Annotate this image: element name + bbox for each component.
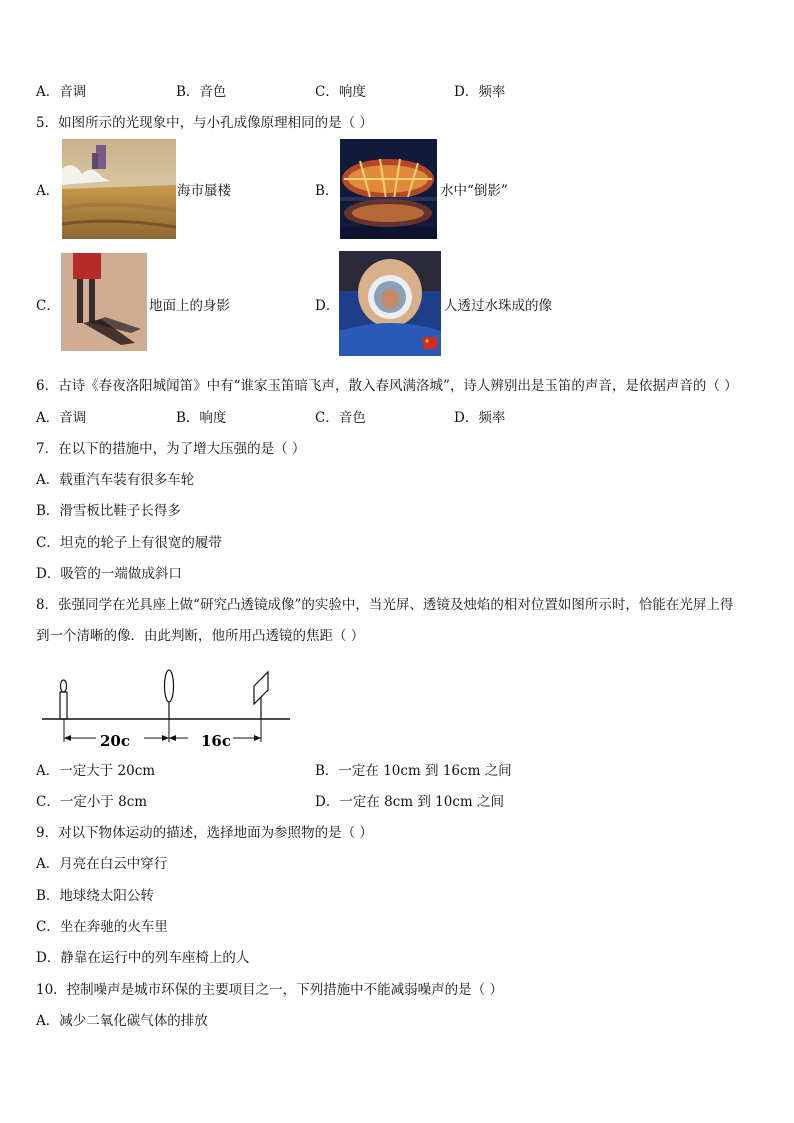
candle xyxy=(60,680,67,719)
left-distance-label: 20c xyxy=(100,732,131,750)
q9-option-d: D．静靠在运行中的列车座椅上的人 xyxy=(36,950,250,966)
mirage-photo xyxy=(62,139,176,239)
q5-option-c-caption: 地面上的身影 xyxy=(149,298,230,314)
shadow-photo xyxy=(61,253,147,351)
q5-option-c-label: C． xyxy=(36,298,60,314)
q5-option-d-caption: 人透过水珠成的像 xyxy=(444,298,552,314)
q6-option-b: B．响度 xyxy=(176,410,227,426)
light-screen xyxy=(254,672,268,719)
q8-option-d: D．一定在 8cm 到 10cm 之间 xyxy=(315,794,504,810)
q8-option-a: A．一定大于 20cm xyxy=(36,763,156,779)
q5-option-b-label: B． xyxy=(315,183,339,199)
stadium-reflection-photo xyxy=(340,139,437,239)
q4-option-b: B．音色 xyxy=(176,84,227,100)
q4-option-d: D．频率 xyxy=(454,84,506,100)
q7-option-b: B．滑雪板比鞋子长得多 xyxy=(36,503,181,519)
convex-lens xyxy=(165,670,174,719)
q5-stem: 5．如图所示的光现象中，与小孔成像原理相同的是（ ） xyxy=(36,115,373,131)
q9-option-c: C．坐在奔驰的火车里 xyxy=(36,919,168,935)
q4-option-a: A．音调 xyxy=(36,84,87,100)
q5-option-a-label: A． xyxy=(36,183,60,199)
right-distance-label: 16c xyxy=(201,732,232,750)
q6-option-a: A．音调 xyxy=(36,410,87,426)
q8-option-c: C．一定小于 8cm xyxy=(36,794,148,810)
q9-stem: 9．对以下物体运动的描述，选择地面为参照物的是（ ） xyxy=(36,825,373,841)
optical-bench-diagram xyxy=(40,668,300,756)
water-droplet-photo xyxy=(339,251,441,356)
q7-option-c: C．坦克的轮子上有很宽的履带 xyxy=(36,535,222,551)
q8-stem-line2: 到一个清晰的像．由此判断，他所用凸透镜的焦距（ ） xyxy=(36,628,365,644)
q6-option-d: D．频率 xyxy=(454,410,506,426)
q7-option-a: A．载重汽车装有很多车轮 xyxy=(36,472,195,488)
q8-stem-line1: 8．张强同学在光具座上做“研究凸透镜成像”的实验中，当光屏、透镜及烛焰的相对位置如图所示时，恰能在光屏上得 xyxy=(36,597,734,613)
q7-option-d: D．吸管的一端做成斜口 xyxy=(36,566,182,582)
q5-option-a-caption: 海市蜃楼 xyxy=(177,183,231,199)
q7-stem: 7．在以下的措施中，为了增大压强的是（ ） xyxy=(36,441,306,457)
q5-option-b-caption: 水中“倒影” xyxy=(440,183,508,199)
q6-option-c: C．音色 xyxy=(315,410,366,426)
q5-option-d-label: D． xyxy=(315,298,340,314)
q10-stem: 10．控制噪声是城市环保的主要项目之一，下列措施中不能减弱噪声的是（ ） xyxy=(36,982,503,998)
q10-option-a: A．减少二氧化碳气体的排放 xyxy=(36,1013,208,1029)
q4-option-c: C．响度 xyxy=(315,84,366,100)
q9-option-b: B．地球绕太阳公转 xyxy=(36,888,154,904)
q8-option-b: B．一定在 10cm 到 16cm 之间 xyxy=(315,763,512,779)
q9-option-a: A．月亮在白云中穿行 xyxy=(36,856,168,872)
q6-stem: 6．古诗《春夜洛阳城闻笛》中有“谁家玉笛暗飞声，散入春风满洛城”，诗人辨别出是玉笛的声音，是依据声音的（ ） xyxy=(36,378,738,394)
